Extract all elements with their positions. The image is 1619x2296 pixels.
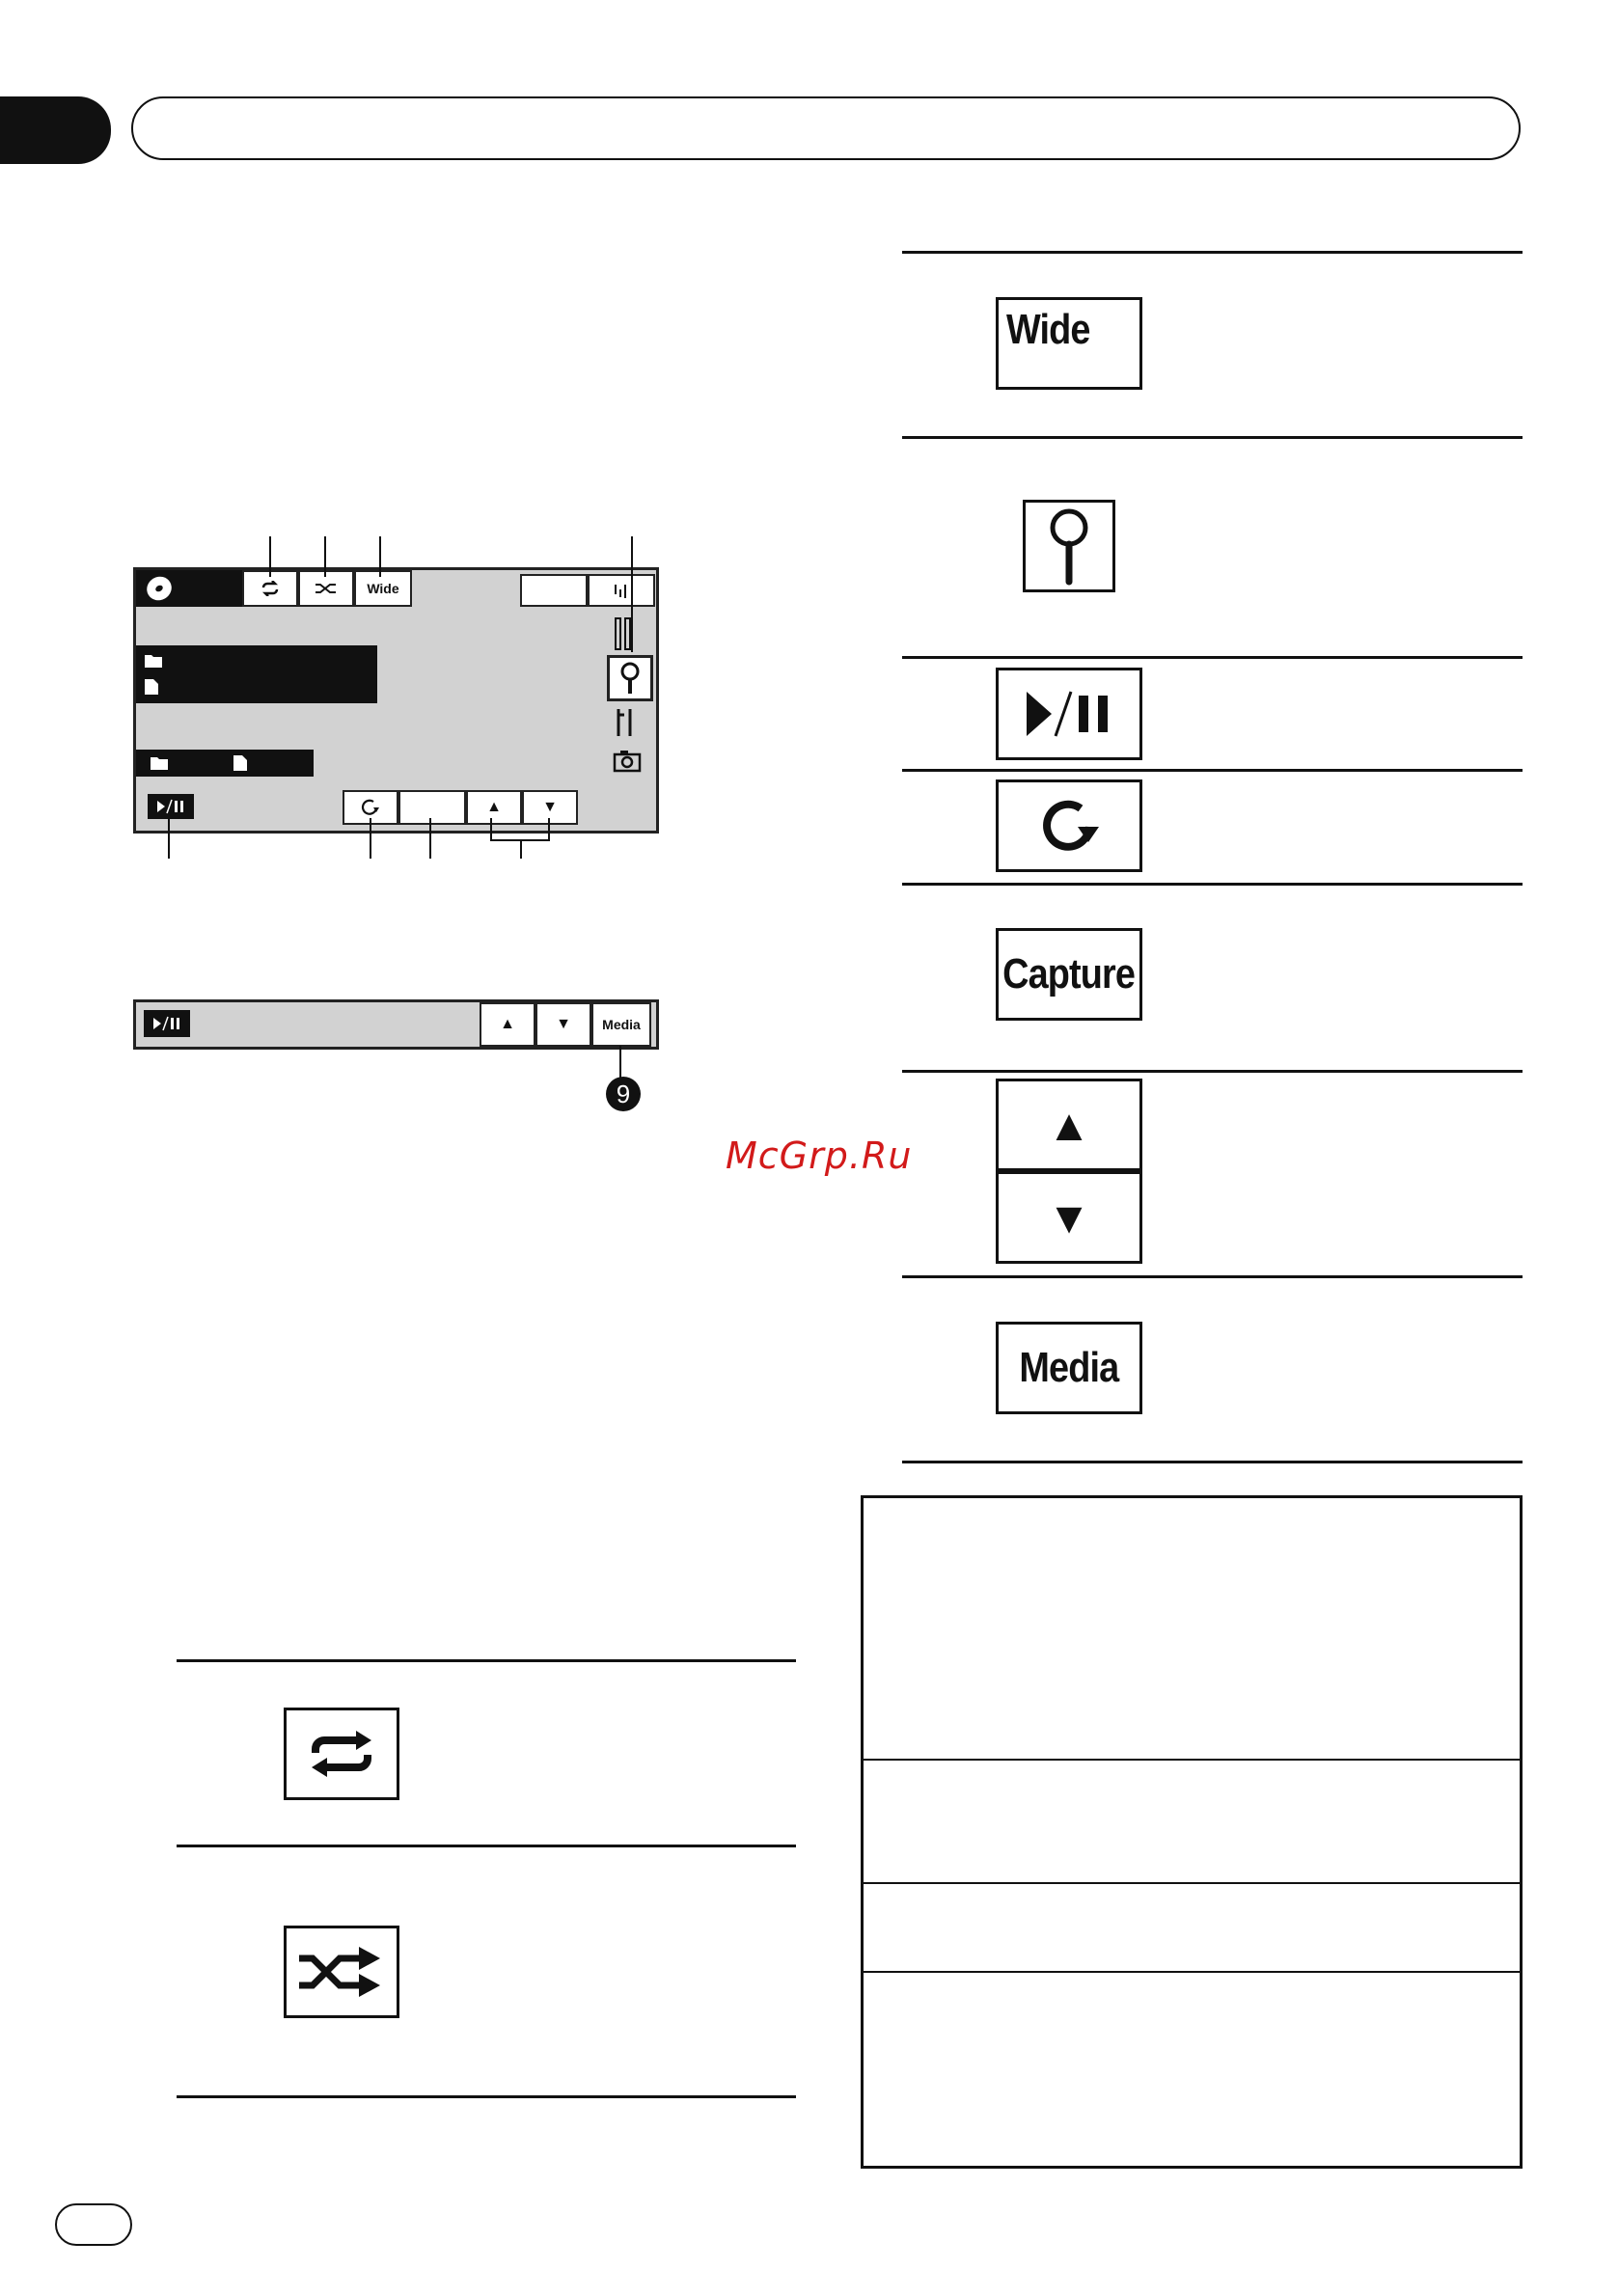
page-number-pill <box>55 2203 132 2246</box>
file-icon <box>144 678 159 696</box>
table-rule <box>902 436 1523 439</box>
callout-line-9 <box>619 1046 621 1079</box>
wide-button[interactable]: Wide <box>354 570 412 607</box>
media-label: Media <box>1019 1344 1119 1391</box>
callout-line-2 <box>324 536 326 577</box>
shuffle-icon <box>295 1943 388 2001</box>
callout-line-6 <box>370 818 371 859</box>
down-button[interactable]: ▼ <box>522 790 578 825</box>
settings-icon <box>615 707 636 738</box>
up-button-large: ▲ <box>996 1079 1142 1171</box>
table-rule <box>902 883 1523 886</box>
table-rule <box>902 656 1523 659</box>
play-pause-button[interactable] <box>148 794 194 819</box>
capture-label: Capture <box>1002 950 1136 998</box>
rotate-button-large <box>996 779 1142 872</box>
table-rule <box>177 1845 796 1847</box>
camera-icon <box>613 750 642 773</box>
file-icon <box>233 754 248 772</box>
table-rule <box>902 1275 1523 1278</box>
table-rule <box>902 251 1523 254</box>
repeat-icon <box>261 581 280 596</box>
callout-line-3 <box>379 536 381 577</box>
folder-file-number-block <box>136 750 314 777</box>
wide-label: Wide <box>1006 306 1090 353</box>
play-pause-button-large <box>996 668 1142 760</box>
search-icon <box>1048 506 1090 586</box>
play-pause-icon <box>155 799 186 814</box>
header-title-bar <box>131 96 1521 160</box>
down-button-large: ▼ <box>996 1171 1142 1264</box>
callout-line-8 <box>520 839 522 859</box>
table-rule <box>902 1070 1523 1073</box>
callout-line-7 <box>429 818 431 859</box>
table-rule <box>177 1659 796 1662</box>
up-button[interactable]: ▲ <box>480 1002 535 1047</box>
info-divider <box>864 1971 1520 1973</box>
callout-number-9: 9 <box>606 1077 641 1111</box>
blank-bottom-button[interactable] <box>398 790 466 825</box>
wide-button-large <box>996 297 1142 390</box>
shuffle-icon <box>315 582 338 595</box>
blank-button[interactable] <box>520 574 588 607</box>
shuffle-button[interactable] <box>298 570 354 607</box>
media-button[interactable]: Media <box>591 1002 651 1047</box>
info-divider <box>864 1882 1520 1884</box>
callout-line-4 <box>631 536 633 652</box>
play-pause-icon <box>1023 688 1115 740</box>
repeat-icon <box>308 1730 375 1778</box>
watermark: McGrp.Ru <box>726 1134 913 1177</box>
play-pause-icon <box>151 1016 182 1031</box>
table-rule <box>902 769 1523 772</box>
callout-line-5 <box>168 818 170 859</box>
search-icon <box>619 661 641 696</box>
bottom-bar-illustration <box>133 999 659 1050</box>
rotate-icon <box>1035 792 1103 860</box>
capture-button-large <box>996 928 1142 1021</box>
chapter-tab <box>0 96 111 164</box>
source-indicator <box>136 570 242 607</box>
table-rule <box>902 1461 1523 1463</box>
rotate-icon <box>360 797 381 818</box>
folder-icon <box>150 755 169 771</box>
disc-icon <box>144 574 175 603</box>
search-button[interactable] <box>607 655 653 701</box>
playback-screen-illustration <box>133 567 659 834</box>
repeat-button-large <box>284 1708 399 1800</box>
shuffle-button-large <box>284 1926 399 2018</box>
down-button[interactable]: ▼ <box>535 1002 591 1047</box>
up-button[interactable]: ▲ <box>466 790 522 825</box>
info-divider <box>864 1759 1520 1761</box>
table-rule <box>177 2095 796 2098</box>
audio-icon <box>612 581 631 600</box>
audio-button[interactable] <box>588 574 655 607</box>
play-pause-button[interactable] <box>144 1010 190 1037</box>
media-button-large <box>996 1322 1142 1414</box>
info-table <box>861 1495 1523 2169</box>
search-button-large <box>1023 500 1115 592</box>
callout-bracket-8 <box>490 818 550 841</box>
folder-icon <box>144 653 163 669</box>
track-info-block <box>136 645 377 703</box>
callout-line-1 <box>269 536 271 577</box>
